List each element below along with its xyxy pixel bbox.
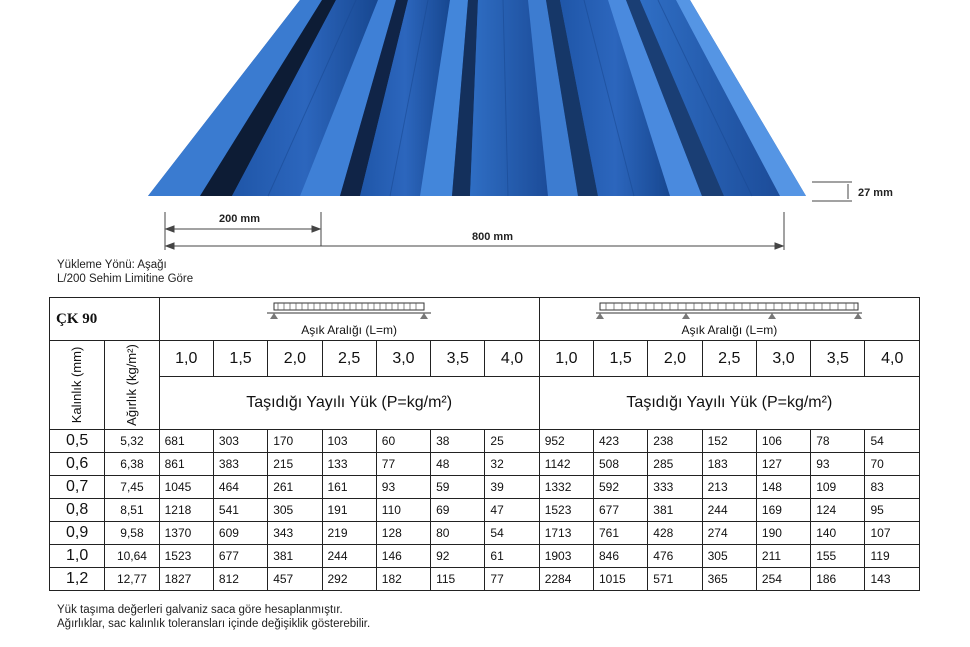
load-cell-left: 103 [322,430,376,453]
footnote-2: Ağırlıklar, sac kalınlık toleransları içinde değişiklik gösterebilir. [57,618,371,630]
load-cell-right: 190 [756,522,810,545]
deflection-limit-text: L/200 Sehim Limitine Göre [57,273,194,285]
load-cell-left: 261 [268,476,322,499]
load-cell-right: 244 [702,499,756,522]
table-row [50,476,920,499]
weight-cell: 5,32 [105,430,159,453]
load-cell-left: 39 [485,476,539,499]
load-cell-right: 127 [756,453,810,476]
load-cell-left: 161 [322,476,376,499]
span-right-4: 3,0 [756,341,810,377]
load-cell-left: 146 [376,545,430,568]
footnote-1: Yük taşıma değerleri galvaniz saca göre hesaplanmıştır. [57,604,343,616]
load-cell-left: 25 [485,430,539,453]
load-cell-right: 305 [702,545,756,568]
load-cell-right: 119 [865,545,920,568]
load-cell-right: 365 [702,568,756,591]
footnotes [57,603,370,631]
load-cell-right: 2284 [539,568,593,591]
load-cell-left: 32 [485,453,539,476]
load-cell-left: 1045 [159,476,213,499]
load-cell-left: 191 [322,499,376,522]
span-header-right [539,298,919,341]
load-cell-left: 812 [213,568,267,591]
load-cell-left: 1218 [159,499,213,522]
load-cell-right: 95 [865,499,920,522]
load-title-right: Taşıdığı Yayılı Yük (P=kg/m²) [539,377,919,430]
load-cell-right: 333 [648,476,702,499]
load-cell-left: 92 [431,545,485,568]
load-cell-right: 143 [865,568,920,591]
height-label: 27 mm [858,187,893,199]
load-cell-left: 54 [485,522,539,545]
thickness-cell: 0,7 [50,476,105,499]
load-cell-left: 1370 [159,522,213,545]
load-cell-left: 464 [213,476,267,499]
load-cell-right: 186 [811,568,865,591]
span-left-4: 3,0 [376,341,430,377]
span-left-2: 2,0 [268,341,322,377]
load-cell-right: 54 [865,430,920,453]
span-right-0: 1,0 [539,341,593,377]
load-cell-left: 182 [376,568,430,591]
span-right-3: 2,5 [702,341,756,377]
load-cell-left: 93 [376,476,430,499]
load-cell-left: 77 [376,453,430,476]
table-row [50,545,920,568]
load-cell-left: 61 [485,545,539,568]
table-row [50,453,920,476]
weight-cell: 9,58 [105,522,159,545]
load-cell-right: 423 [594,430,648,453]
load-cell-left: 677 [213,545,267,568]
load-cell-right: 428 [648,522,702,545]
thickness-header: Kalınlık (mm) [50,341,105,430]
weight-header: Ağırlık (kg/m²) [105,341,159,430]
load-cell-right: 140 [811,522,865,545]
load-cell-left: 60 [376,430,430,453]
weight-cell: 6,38 [105,453,159,476]
load-cell-left: 305 [268,499,322,522]
load-cell-right: 106 [756,430,810,453]
load-cell-left: 77 [485,568,539,591]
load-cell-right: 152 [702,430,756,453]
load-cell-right: 169 [756,499,810,522]
load-cell-right: 761 [594,522,648,545]
load-cell-right: 677 [594,499,648,522]
span-left-0: 1,0 [159,341,213,377]
table-row [50,522,920,545]
weight-cell: 12,77 [105,568,159,591]
span-label-right: Aşık Aralığı (L=m) [681,323,778,337]
load-cell-right: 274 [702,522,756,545]
load-cell-left: 1523 [159,545,213,568]
load-cell-right: 381 [648,499,702,522]
load-cell-left: 115 [431,568,485,591]
load-cell-right: 1713 [539,522,593,545]
height-dimension [812,182,852,201]
load-cell-left: 383 [213,453,267,476]
table-row [50,430,920,453]
span-left-1: 1,5 [213,341,267,377]
load-cell-left: 170 [268,430,322,453]
load-cell-right: 285 [648,453,702,476]
model-name: ÇK 90 [50,298,160,341]
load-capacity-table [49,297,920,591]
load-cell-right: 476 [648,545,702,568]
load-cell-right: 846 [594,545,648,568]
span-left-3: 2,5 [322,341,376,377]
load-cell-left: 215 [268,453,322,476]
weight-cell: 10,64 [105,545,159,568]
roof-sheet-profile-image [0,0,970,250]
load-cell-right: 1523 [539,499,593,522]
table-row [50,568,920,591]
load-cell-right: 155 [811,545,865,568]
span-header-left [159,298,539,341]
load-cell-left: 457 [268,568,322,591]
pitch-label: 200 mm [219,213,260,225]
load-cell-right: 952 [539,430,593,453]
load-cell-left: 861 [159,453,213,476]
single-span-beam-icon [264,301,434,323]
load-cell-right: 83 [865,476,920,499]
load-cell-left: 128 [376,522,430,545]
load-cell-right: 571 [648,568,702,591]
load-cell-left: 38 [431,430,485,453]
load-cell-right: 254 [756,568,810,591]
load-cell-left: 541 [213,499,267,522]
weight-cell: 8,51 [105,499,159,522]
load-cell-right: 1015 [594,568,648,591]
load-cell-right: 148 [756,476,810,499]
load-cell-left: 1827 [159,568,213,591]
load-cell-left: 69 [431,499,485,522]
multi-span-beam-icon [594,301,864,323]
load-cell-left: 219 [322,522,376,545]
thickness-cell: 0,5 [50,430,105,453]
thickness-cell: 0,9 [50,522,105,545]
load-cell-left: 292 [322,568,376,591]
load-cell-right: 1332 [539,476,593,499]
load-cell-left: 244 [322,545,376,568]
thickness-cell: 0,6 [50,453,105,476]
load-cell-right: 93 [811,453,865,476]
load-cell-left: 133 [322,453,376,476]
thickness-cell: 0,8 [50,499,105,522]
load-cell-right: 183 [702,453,756,476]
load-cell-right: 211 [756,545,810,568]
load-cell-left: 47 [485,499,539,522]
load-cell-left: 609 [213,522,267,545]
load-cell-right: 592 [594,476,648,499]
load-cell-right: 508 [594,453,648,476]
table-row [50,499,920,522]
weight-cell: 7,45 [105,476,159,499]
span-right-5: 3,5 [811,341,865,377]
width-label: 800 mm [472,231,513,243]
span-label-left: Aşık Aralığı (L=m) [301,323,397,337]
span-right-6: 4,0 [865,341,920,377]
load-cell-left: 303 [213,430,267,453]
load-cell-left: 381 [268,545,322,568]
span-left-5: 3,5 [431,341,485,377]
load-title-left: Taşıdığı Yayılı Yük (P=kg/m²) [159,377,539,430]
load-cell-right: 124 [811,499,865,522]
load-cell-left: 80 [431,522,485,545]
load-cell-left: 48 [431,453,485,476]
load-cell-left: 343 [268,522,322,545]
load-cell-left: 59 [431,476,485,499]
load-cell-right: 213 [702,476,756,499]
load-direction-text: Yükleme Yönü: Aşağı [57,259,167,271]
load-cell-right: 1903 [539,545,593,568]
span-right-1: 1,5 [594,341,648,377]
load-cell-right: 78 [811,430,865,453]
thickness-cell: 1,0 [50,545,105,568]
load-cell-left: 681 [159,430,213,453]
load-cell-right: 238 [648,430,702,453]
span-left-6: 4,0 [485,341,539,377]
load-cell-right: 1142 [539,453,593,476]
load-cell-left: 110 [376,499,430,522]
load-cell-right: 107 [865,522,920,545]
load-cell-right: 70 [865,453,920,476]
load-notes [57,258,193,286]
span-right-2: 2,0 [648,341,702,377]
load-cell-right: 109 [811,476,865,499]
thickness-cell: 1,2 [50,568,105,591]
